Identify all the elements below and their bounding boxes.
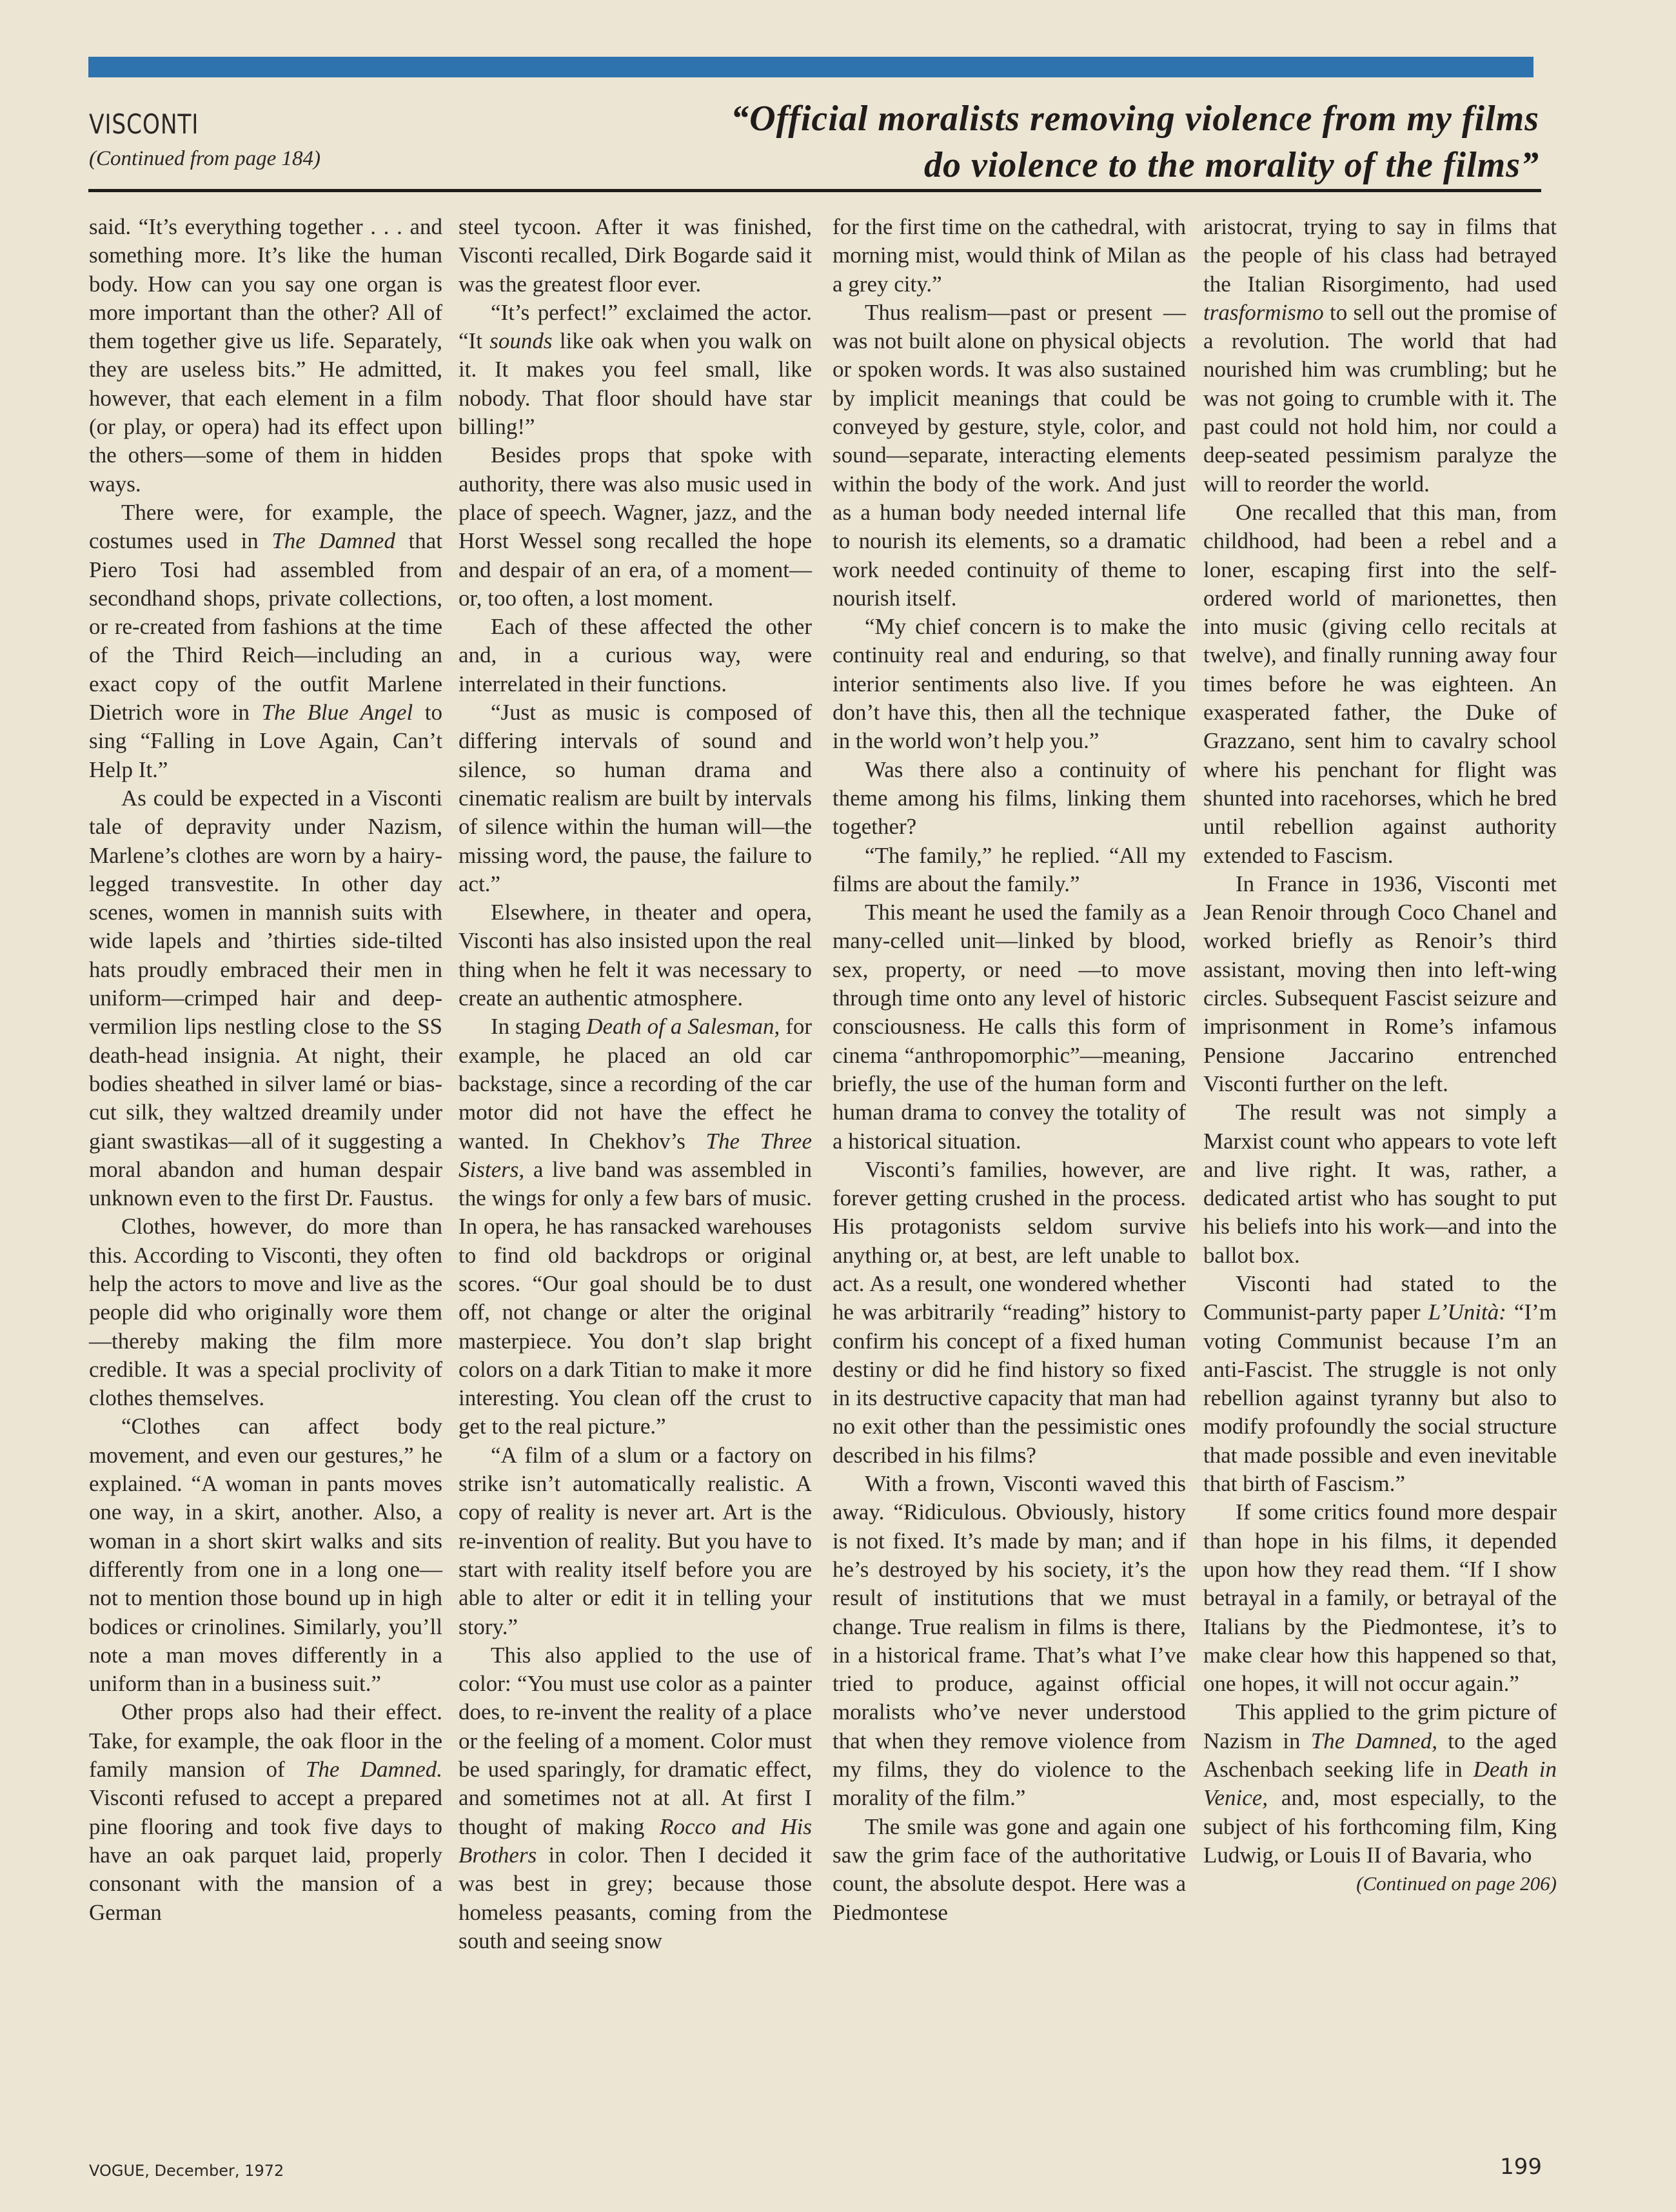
text-run: said. “It’s everything together . . . and something more. It’s like the human body. How can you say one organ is more important than the other? All of them together give us life. Separately, they are useless bits.” He admitted, however, that each element in a film (or play, or opera) had its effect upon the others—some of them in hidden ways. (89, 214, 442, 497)
text-run: in color. Then I decided it was best in grey; because those homeless peasants, coming from the south and seeing snow (458, 1842, 812, 1953)
headline-line: do violence to the morality of the films” (923, 145, 1539, 185)
italic-title: The Damned. (305, 1757, 443, 1782)
paragraph (89, 1698, 442, 1926)
paragraph (458, 299, 812, 441)
text-column (1203, 213, 1557, 1899)
text-run: “I’m voting Communist because I’m an anti-Fascist. The struggle is not only rebellion against tyranny but also to modify profoundly the social structure that made possible and even inevitable that birth of Fascism.” (1203, 1299, 1557, 1497)
text-run: In staging (491, 1014, 587, 1040)
paragraph (458, 698, 812, 898)
paragraph (89, 784, 442, 1212)
continued-on: (Continued on page 206) (1356, 1872, 1557, 1895)
paragraph (89, 213, 442, 499)
paragraph (458, 441, 812, 613)
italic-title: Death in Venice, (1203, 1757, 1557, 1811)
paragraph (89, 1212, 442, 1412)
paragraph (833, 1156, 1186, 1470)
footer-publication: VOGUE, December, 1972 (89, 2162, 284, 2180)
text-column (833, 213, 1186, 1927)
text-run: With a frown, Visconti waved this away. “Ridiculous. Obviously, history is not fixed. It’s made by man; and if he’s destroyed by his society, it’s the result of institutions that we must change. True realism in films is there, in a historical frame. That’s what I’ve tried to produce, against official moralists who’ve never understood that when they remove violence from my films, they do violence to the morality of the film.” (833, 1471, 1186, 1811)
text-run: for example, he placed an old car backstage, since a recording of the car motor did not have the effect he wanted. In Chekhov’s (458, 1014, 813, 1154)
text-run: “It’s perfect!” exclaimed the actor. “It (458, 299, 812, 354)
text-run: that Piero Tosi had assembled from secondhand shops, private collections, or re-created from fashions at the time of the Third Reich—including an exact copy of the outfit Marlene Dietrich wore in (89, 528, 443, 726)
text-run: to sing “Falling in Love Again, Can’t Help It.” (89, 700, 442, 782)
paragraph (89, 1412, 442, 1698)
paragraph (1203, 1270, 1557, 1498)
accent-bar (88, 57, 1533, 77)
header-rule (88, 189, 1541, 192)
text-run: This applied to the grim picture of Nazism in (1203, 1699, 1557, 1753)
italic-title: L’Unità: (1428, 1299, 1506, 1325)
text-run: aristocrat, trying to say in films that the people of his class had betrayed the Italian Risorgimento, had used (1203, 214, 1557, 297)
text-run: “A film of a slum or a factory on strike isn’t automatically realistic. A copy of reality is never art. Art is the re-invention of reality. But you have to start with reality itself before you are able to alter or edit it in telling your story.” (458, 1442, 812, 1639)
italic-title: sounds (489, 328, 553, 354)
text-run: like oak when you walk on it. It makes you feel small, like nobody. That floor should have star billing!” (458, 328, 812, 440)
text-run: Was there also a continuity of theme among his films, linking them together? (833, 756, 1186, 840)
italic-title: The Blue Angel (261, 700, 413, 726)
paragraph (833, 1470, 1186, 1813)
italic-title: Rocco and His Brothers (458, 1813, 812, 1868)
paragraph (458, 1441, 812, 1641)
paragraph (1203, 499, 1557, 870)
text-run: Clothes, however, do more than this. According to Visconti, they often help the actors to move and live as the people did who originally wore them—thereby making the film more credible. It was a special proclivity of clothes themselves. (89, 1214, 442, 1411)
text-run: Each of these affected the other and, in a curious way, were interrelated in their functions. (458, 614, 812, 696)
italic-title: The Damned, (1310, 1728, 1437, 1753)
text-run: Besides props that spoke with authority, there was also music used in place of speech. Wagner, jazz, and the Horst Wessel song recalled the hope and despair of an era, of a moment—or, too often, a lost moment. (458, 442, 812, 611)
text-column (89, 213, 442, 1927)
text-run: to sell out the promise of a revolution. The world that had nourished him was crumbling; but he was not going to crumble with it. The past could not hold him, nor could a deep-seated pessimism paralyze the will to reorder the world. (1203, 299, 1557, 497)
text-run: “My chief concern is to make the continuity real and enduring, so that interior sentiments also live. If you don’t have this, then all the technique in the world won’t help you.” (833, 614, 1186, 754)
headline-line: “Official moralists removing violence from my films (731, 99, 1539, 139)
continued-from: (Continued from page 184) (89, 147, 320, 170)
paragraph (458, 1641, 812, 1955)
paragraph (1203, 213, 1557, 499)
paragraph (833, 756, 1186, 842)
text-run: There were, for example, the costumes used in (89, 499, 442, 554)
text-run: for the first time on the cathedral, with morning mist, would think of Milan as a grey city.” (833, 214, 1186, 297)
text-run: “Just as music is composed of differing intervals of sound and silence, so human drama and cinematic realism are built by intervals of silence within the human will—the missing word, the pause, the failure to act.” (458, 700, 812, 896)
text-run: Other props also had their effect. Take, for example, the oak floor in the family mansion of (89, 1699, 442, 1782)
text-run: a live band was assembled in the wings for only a few bars of music. In opera, he has ransacked warehouses to find old backdrops or original scores. “Our goal should be to dust off, not change or alter the original masterpiece. You don’t slap bright colors on a dark Titian to make it more interesting. You clean off the crust to get to the real picture.” (458, 1156, 812, 1439)
paragraph (458, 613, 812, 698)
text-column (458, 213, 812, 1955)
text-run: One recalled that this man, from childhood, had been a rebel and a loner, escaping first into the self-ordered world of marionettes, then into music (giving cello recitals at twelve), and finally running away four times before he was eighteen. An exasperated father, the Duke of Grazzano, sent him to cavalry school where his penchant for flight was shunted into racehorses, which he bred until rebellion against authority extended to Fascism. (1203, 499, 1557, 868)
page-number: 199 (1500, 2154, 1542, 2180)
text-run: As could be expected in a Visconti tale of depravity under Nazism, Marlene’s clothes are worn by a hairy-legged transvestite. In other day scenes, women in mannish suits with wide lapels and ’thirties side-tilted hats proudly embraced their men in uniform—crimped hair and deep-vermilion lips nestling close to the SS death-head insignia. At night, their bodies sheathed in silver lamé or bias-cut silk, they waltzed dreamily under giant swastikas—all of it suggesting a moral abandon and human despair unknown even to the first Dr. Faustus. (89, 785, 442, 1211)
paragraph (1203, 870, 1557, 1098)
text-run: Visconti’s families, however, are forever getting crushed in the process. His protagonists seldom survive anything or, at best, are left unable to act. As a result, one wondered whether he was arbitrarily “reading” history to confirm his concept of a fixed human destiny or did he find history so fixed in its destructive capacity that man had no exit other than the pessimistic ones described in his films? (833, 1156, 1186, 1468)
text-run: Visconti had stated to the Communist-party paper (1203, 1270, 1557, 1325)
text-run: The result was not simply a Marxist count who appears to vote left and live right. It was, rather, a dedicated artist who has sought to put his beliefs into his work—and into the ballot box. (1203, 1100, 1557, 1268)
paragraph (833, 213, 1186, 299)
paragraph (458, 898, 812, 1012)
paragraph (833, 299, 1186, 613)
text-run: Thus realism—past or present —was not built alone on physical objects or spoken words. It was also sustained by implicit meanings that could be conveyed by gesture, style, color, and sound—separate, interacting elements within the body of the work. And just as a human body needed internal life to nourish its elements, so a dramatic work needed continuity of theme to nourish itself. (833, 299, 1186, 611)
text-run: Elsewhere, in theater and opera, Visconti has also insisted upon the real thing when he felt it was necessary to create an authentic atmosphere. (458, 900, 812, 1011)
italic-title: The Three Sisters, (458, 1128, 812, 1182)
text-run: In France in 1936, Visconti met Jean Renoir through Coco Chanel and worked briefly as Renoir’s third assistant, moving then into left-wing circles. Subsequent Fascist seizure and imprisonment in Rome’s infamous Pensione Jaccarino entrenched Visconti further on the left. (1203, 871, 1557, 1096)
paragraph (458, 213, 812, 299)
text-run: The smile was gone and again one saw the grim face of the authoritative count, the absolute despot. Here was a Piedmontese (833, 1813, 1186, 1925)
paragraph (458, 1012, 812, 1441)
text-run: to the aged Aschenbach seeking life in (1203, 1728, 1557, 1782)
paragraph (833, 898, 1186, 1156)
paragraph (1203, 1698, 1557, 1870)
text-run: and, most especially, to the subject of his forthcoming film, King Ludwig, or Louis II of Bavaria, who (1203, 1785, 1557, 1868)
paragraph (1203, 1098, 1557, 1270)
text-run: If some critics found more despair than hope in his films, it depended upon how they read them. “If I show betrayal in a family, or betrayal of the Italians by the Piedmontese, it’s to make clear how this happened so that, one hopes, it will not occur again.” (1203, 1499, 1557, 1697)
headline (731, 95, 1539, 188)
text-run: This also applied to the use of color: “You must use color as a painter does, to re-invent the reality of a place or the feeling of a moment. Color must be used sparingly, for dramatic effect, and sometimes not at all. At first I thought of making (458, 1642, 812, 1839)
text-run: This meant he used the family as a many-celled unit—linked by blood, sex, property, or need —to move through time onto any level of historic consciousness. He calls this form of cinema “anthropomorphic”—meaning, briefly, the use of the human form and human drama to convey the totality of a historical situation. (833, 900, 1186, 1154)
section-title: VISCONTI (89, 108, 199, 140)
paragraph (89, 499, 442, 784)
italic-title: Death of a Salesman, (586, 1014, 780, 1040)
text-run: steel tycoon. After it was finished, Visconti recalled, Dirk Bogarde said it was the greatest floor ever. (458, 214, 812, 297)
paragraph (833, 613, 1186, 755)
paragraph (1203, 1498, 1557, 1698)
text-run: Visconti refused to accept a prepared pine flooring and took five days to have an oak parquet laid, properly consonant with the mansion of a German (89, 1785, 442, 1925)
text-run: “Clothes can affect body movement, and even our gestures,” he explained. “A woman in pants moves one way, in a skirt, another. Also, a woman in a short skirt walks and sits differently from one in a long one—not to mention those bound up in high bodices or crinolines. Similarly, you’ll note a man moves differently in a uniform than in a business suit.” (89, 1414, 442, 1697)
paragraph (833, 1813, 1186, 1927)
text-run: “The family,” he replied. “All my films are about the family.” (833, 842, 1186, 896)
paragraph (833, 842, 1186, 899)
italic-title: The Damned (271, 528, 395, 554)
italic-title: trasformismo (1203, 299, 1324, 325)
